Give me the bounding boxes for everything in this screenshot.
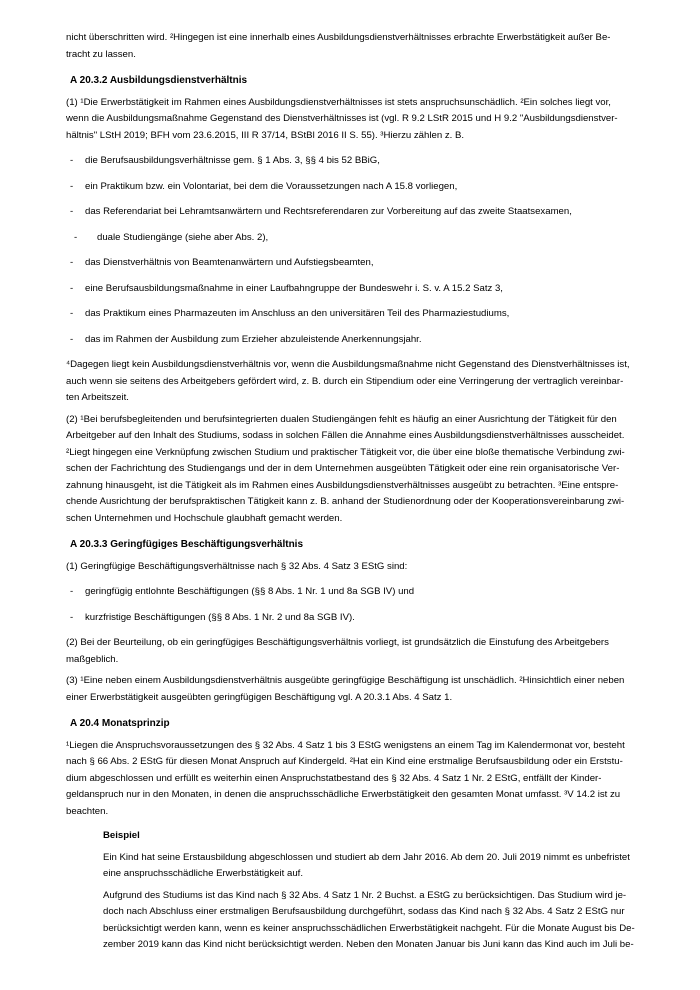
paragraph xyxy=(66,635,642,668)
section-heading: A 20.4 Monatsprinzip xyxy=(70,718,170,729)
list-item xyxy=(66,281,642,298)
text-line: (2) Bei der Beurteilung, ob ein geringfügiges Beschäftigungsverhältnis vorliegt, ist grundsätzlich die Einstufung des Arbeitgebers xyxy=(66,637,609,648)
text-line: (3) ¹Eine neben einem Ausbildungsdienstverhältnis ausgeübte geringfügige Beschäftigung ist unschädlich. ²Hinsichtlich einer neben xyxy=(66,675,625,686)
paragraph xyxy=(66,412,642,528)
list-item xyxy=(66,610,642,627)
bullet-list xyxy=(66,584,642,626)
list-item xyxy=(66,153,642,170)
text-line: ⁴Dagegen liegt kein Ausbildungsdienstverhältnis vor, wenn die Ausbildungsmaßnahme nicht Gegenstand des Dienstverhältnisses ist, xyxy=(66,359,630,370)
text-line: schen der Fachrichtung des Studiengangs und der in dem Unternehmen ausgeübten Tätigkeit oder eine rein organisatorische Ver- xyxy=(66,463,620,474)
text-line: ²Liegt hingegen eine Verknüpfung zwischen Studium und praktischer Tätigkeit vor, die über eine bloße thematische Verbindung zwi- xyxy=(66,446,625,458)
bullet-marker: - xyxy=(70,333,74,345)
paragraph xyxy=(103,850,642,883)
text-line: dium abgeschlossen und erfüllt es weiterhin einen Anspruchstatbestand des § 32 Abs. 4 Satz 1 Nr. 2 EStG, entfällt der Kinder- xyxy=(66,772,602,784)
text-line: ¹Liegen die Anspruchsvoraussetzungen des § 32 Abs. 4 Satz 1 bis 3 EStG wenigstens an einem Tag im Kalendermonat vor, besteht xyxy=(66,739,625,751)
bullet-marker: - xyxy=(70,282,74,294)
text-line: zember 2019 kann das Kind nicht berücksichtigt werden. Neben den Monaten Januar bis Juni kann das Kind auch im Juli be- xyxy=(103,939,634,950)
paragraph xyxy=(66,357,642,407)
list-item xyxy=(66,306,642,323)
bullet-marker: - xyxy=(70,206,74,217)
text-line: berücksichtigt werden kann, wenn es keiner anspruchsschädlichen Erwerbstätigkeit nachgeht. Für die Monate August bis De- xyxy=(103,922,635,934)
bullet-marker: - xyxy=(70,308,74,319)
list-item xyxy=(66,230,642,247)
bullet-text: das Dienstverhältnis von Beamtenanwärtern und Aufstiegsbeamten, xyxy=(85,257,374,268)
paragraph xyxy=(66,559,642,576)
bullet-text: die Berufsausbildungsverhältnisse gem. § 1 Abs. 3, §§ 4 bis 52 BBiG, xyxy=(85,155,380,166)
bullet-list xyxy=(66,153,642,348)
text-line: chende Ausrichtung der berufspraktischen Tätigkeit kann z. B. anhand der Studienordnung oder der Kooperationsvereinbarung zwi- xyxy=(66,496,625,507)
bullet-text: das im Rahmen der Ausbildung zum Erzieher abzuleistende Anerkennungsjahr. xyxy=(85,333,422,345)
section-heading: A 20.3.3 Geringfügiges Beschäftigungsverhältnis xyxy=(70,539,304,550)
bullet-text: kurzfristige Beschäftigungen (§§ 8 Abs. 1 Nr. 2 und 8a SGB IV). xyxy=(85,611,355,623)
text-line: (2) ¹Bei berufsbegleitenden und berufsintegrierten dualen Studiengängen fehlt es häufig an einer Ausrichtung der Tätigkeit für den xyxy=(66,413,617,425)
paragraph xyxy=(66,673,642,706)
paragraph xyxy=(66,738,642,821)
paragraph xyxy=(103,888,642,954)
text-line: Arbeitgeber auf den Inhalt des Studiums, sodass in solchen Fällen die Annahme eines Ausbildungsdienstverhältnisses ausscheidet. xyxy=(66,430,625,441)
section-heading: A 20.3.2 Ausbildungsdienstverhältnis xyxy=(70,75,248,86)
text-line: ten Arbeitszeit. xyxy=(66,392,129,403)
bullet-marker: - xyxy=(70,611,74,623)
text-line: Ein Kind hat seine Erstausbildung abgeschlossen und studiert ab dem Jahr 2016. Ab dem 20. Juli 2019 nimmt es unbefristet xyxy=(103,851,630,863)
text-line: doch nach Abschluss einer erstmaligen Berufsausbildung durchgeführt, sodass das Kind nach § 32 Abs. 4 Satz 2 EStG nur xyxy=(103,906,625,917)
paragraph xyxy=(66,30,642,63)
text-line: beachten. xyxy=(66,805,109,817)
paragraph xyxy=(66,95,642,145)
bullet-marker: - xyxy=(70,180,74,192)
list-item xyxy=(66,179,642,196)
text-line: schen Unternehmen und Hochschule glaubhaft gemacht werden. xyxy=(66,512,343,524)
bullet-marker: - xyxy=(74,231,78,243)
text-line: nicht überschritten wird. ²Hingegen ist eine innerhalb eines Ausbildungsdienstverhältnisses erbrachte Erwerbstätigkeit außer Be- xyxy=(66,32,611,43)
list-item xyxy=(66,584,642,601)
bullet-text: das Referendariat bei Lehramtsanwärtern und Rechtsreferendaren zur Vorbereitung auf das zweite Staatsexamen, xyxy=(85,206,572,217)
list-item xyxy=(66,204,642,221)
text-line: maßgeblich. xyxy=(66,653,119,665)
text-line: (1) ¹Die Erwerbstätigkeit im Rahmen eines Ausbildungsdienstverhältnisses ist stets anspruchsunschädlich. ²Ein solches liegt vor, xyxy=(66,96,611,108)
bullet-marker: - xyxy=(70,257,74,268)
text-line: zahnung hinausgeht, ist die Tätigkeit als im Rahmen eines Ausbildungsdienstverhältnisses ausgeübt zu betrachten. ³Eine entspre- xyxy=(66,479,619,491)
bullet-text: duale Studiengänge (siehe aber Abs. 2), xyxy=(97,231,269,243)
list-item xyxy=(66,255,642,272)
bullet-text: geringfügig entlohnte Beschäftigungen (§§ 8 Abs. 1 Nr. 1 und 8a SGB IV) und xyxy=(85,586,415,597)
bullet-text: eine Berufsausbildungsmaßnahme in einer Laufbahngruppe der Bundeswehr i. S. v. A 15.2 Satz 3, xyxy=(85,282,503,294)
bullet-marker: - xyxy=(70,586,74,597)
list-item xyxy=(66,332,642,349)
text-line: hältnis" LStH 2019; BFH vom 23.6.2015, III R 37/14, BStBl 2016 II S. 55). ³Hierzu zählen z. B. xyxy=(66,129,465,141)
bullet-text: ein Praktikum bzw. ein Volontariat, bei dem die Voraussetzungen nach A 15.8 vorliegen, xyxy=(85,180,458,192)
bullet-text: das Praktikum eines Pharmazeuten im Anschluss an den universitären Teil des Pharmaziestudiums, xyxy=(85,308,510,319)
text-line: nach § 66 Abs. 2 EStG für diesen Monat Anspruch auf Kindergeld. ²Hat ein Kind eine erstmalige Berufsausbildung oder ein Erststu- xyxy=(66,756,623,767)
bullet-marker: - xyxy=(70,155,74,166)
text-line: Aufgrund des Studiums ist das Kind nach § 32 Abs. 4 Satz 1 Nr. 2 Buchst. a EStG zu berücksichtigen. Das Studium wird je- xyxy=(103,889,627,901)
text-line: wenn die Ausbildungsmaßnahme Gegenstand des Dienstverhältnisses ist (vgl. R 9.2 LStR 2015 und H 9.2 "Ausbildungsdienstver- xyxy=(66,113,618,124)
text-line: (1) Geringfügige Beschäftigungsverhältnisse nach § 32 Abs. 4 Satz 3 EStG sind: xyxy=(66,560,408,572)
text-line: tracht zu lassen. xyxy=(66,48,136,60)
text-line: geldanspruch nur in den Monaten, in denen die anspruchsschädliche Erwerbstätigkeit den gesamten Monat umfasst. ³V 14.2 ist zu xyxy=(66,789,621,800)
text-line: einer Erwerbstätigkeit ausgeübten geringfügigen Beschäftigung vgl. A 20.3.1 Abs. 4 Satz 1. xyxy=(66,691,453,703)
text-line: eine anspruchsschädliche Erwerbstätigkeit auf. xyxy=(103,868,303,879)
example-heading: Beispiel xyxy=(103,830,140,841)
text-line: auch wenn sie seitens des Arbeitgebers gefördert wird, z. B. durch ein Stipendium oder eine Verringerung der vertraglich vereinbar- xyxy=(66,375,624,387)
